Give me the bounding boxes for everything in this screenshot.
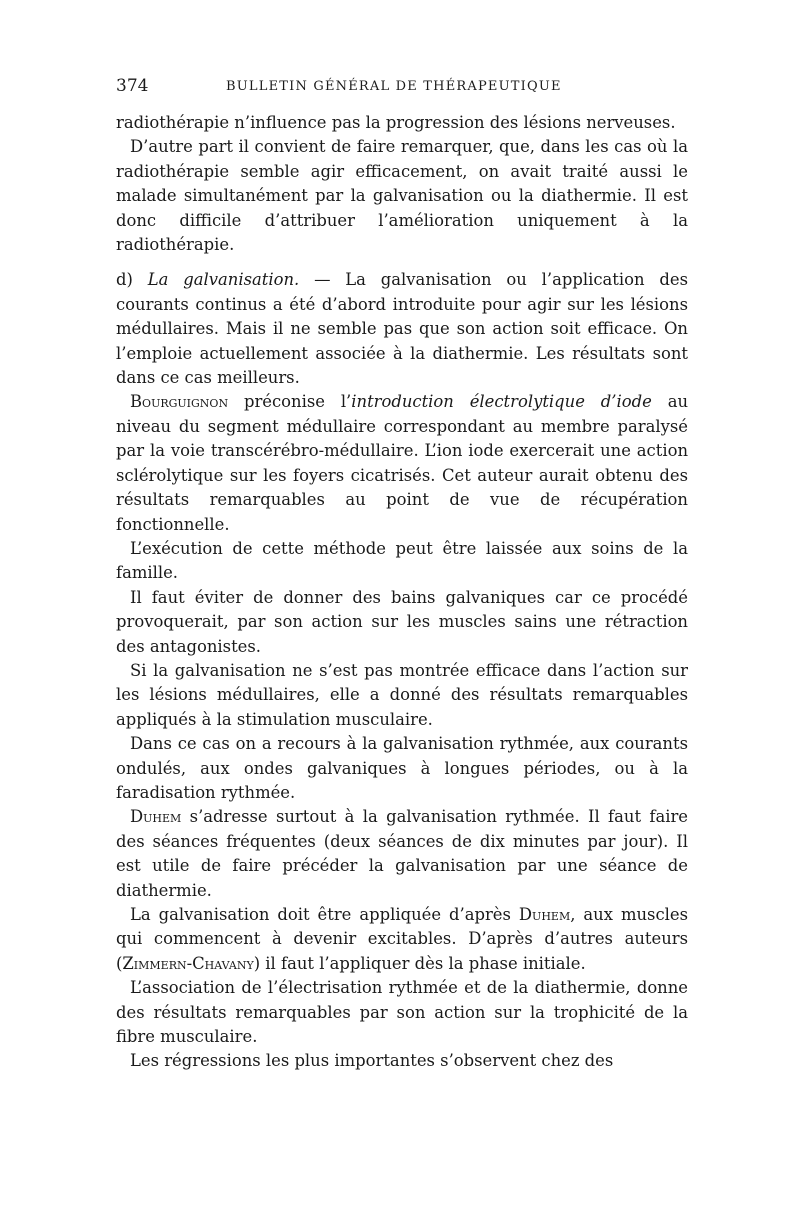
paragraph-text: au niveau du segment médullaire correspondant au membre paralysé par la voie transcérébro-médullaire. L’ion iode exercerait une action sclérolytique sur les foyers cicatrisés. Cet auteur aurait obtenu des résultats remarquables au point de vue de récupération fonctionnelle. — [116, 392, 689, 534]
author-name: Duhem — [130, 807, 182, 827]
paragraph-text: La galvanisation doit être appliquée d’après — [130, 905, 519, 924]
page-content — [116, 72, 688, 1074]
author-name: Zimmern-Chavany — [122, 953, 254, 973]
author-name: Duhem — [518, 905, 571, 924]
paragraph-text: , aux muscles qui commencent à devenir excitables. D’après d’autres auteurs ( — [116, 905, 688, 973]
paragraph-application-timing — [116, 903, 688, 976]
paragraph-family-execution — [116, 537, 688, 586]
paragraph-radiotherapy-conclusion — [116, 111, 688, 135]
paragraph-text: D’autre part il convient de faire remarquer, que, dans les cas où la radiothérapie semble agir efficacement, on avait traité aussi le malade simultanément par la galvanisation ou la diathermie. Il est donc difficile d’attribuer l’amélioration uniquement à la radiothérapie. — [116, 137, 688, 255]
page-number: 374 — [116, 76, 149, 96]
paragraph-galvanic-baths — [116, 586, 688, 659]
paragraph-rhythmic-galvanisation — [116, 732, 688, 805]
paragraph-text: L’exécution de cette méthode peut être laissée aux soins de la famille. — [116, 538, 688, 583]
section-heading: La galvanisation. — [147, 270, 300, 290]
paragraph-duhem — [116, 805, 688, 903]
paragraph-regressions — [116, 1049, 688, 1073]
paragraph-simultaneous-treatment — [116, 135, 688, 257]
emphasized-term: introduction électrolytique d’iode — [351, 392, 652, 412]
paragraph-text: L’association de l’électrisation rythmée et de la diathermie, donne des résultats remarquables par son action sur la trophicité de la fibre musculaire. — [116, 978, 688, 1047]
paragraph-text: ) il faut l’appliquer dès la phase initiale. — [253, 953, 586, 973]
paragraph-galvanisation-section — [116, 268, 688, 390]
paragraph-text: préconise l’ — [228, 392, 352, 412]
author-name: Bourguignon — [130, 392, 229, 412]
paragraph-text: Il faut éviter de donner des bains galvaniques car ce procédé provoquerait, par son action sur les muscles sains une rétraction des antagonistes. — [116, 587, 688, 656]
paragraph-text: — La galvanisation ou l’application des courants continus a été d’abord introduite pour agir sur les lésions médullaires. Mais il ne semble pas que son action soit efficace. On l’emploie actuellement associée à la diathermie. Les résultats sont dans ce cas meilleurs. — [116, 270, 688, 388]
paragraph-bourguignon — [116, 390, 688, 536]
body-text — [116, 111, 688, 1074]
paragraph-muscle-stimulation — [116, 659, 688, 732]
paragraph-text: Les régressions les plus importantes s’observent chez des — [130, 1051, 614, 1071]
journal-title: BULLETIN GÉNÉRAL DE THÉRAPEUTIQUE — [226, 79, 562, 94]
running-head — [116, 72, 688, 100]
paragraph-text: Dans ce cas on a recours à la galvanisation rythmée, aux courants ondulés, aux ondes galvaniques à longues périodes, ou à la faradisation rythmée. — [116, 734, 688, 802]
paragraph-text: radiothérapie n’influence pas la progression des lésions nerveuses. — [116, 113, 676, 132]
paragraph-diathermy-association — [116, 976, 688, 1049]
section-marker: d) — [116, 270, 133, 290]
paragraph-text: s’adresse surtout à la galvanisation rythmée. Il faut faire des séances fréquentes (deux séances de dix minutes par jour). Il est utile de faire précéder la galvanisation par une séance de diathermie. — [116, 807, 688, 900]
paragraph-text: Si la galvanisation ne s’est pas montrée efficace dans l’action sur les lésions médullaires, elle a donné des résultats remarquables appliqués à la stimulation musculaire. — [116, 660, 688, 729]
